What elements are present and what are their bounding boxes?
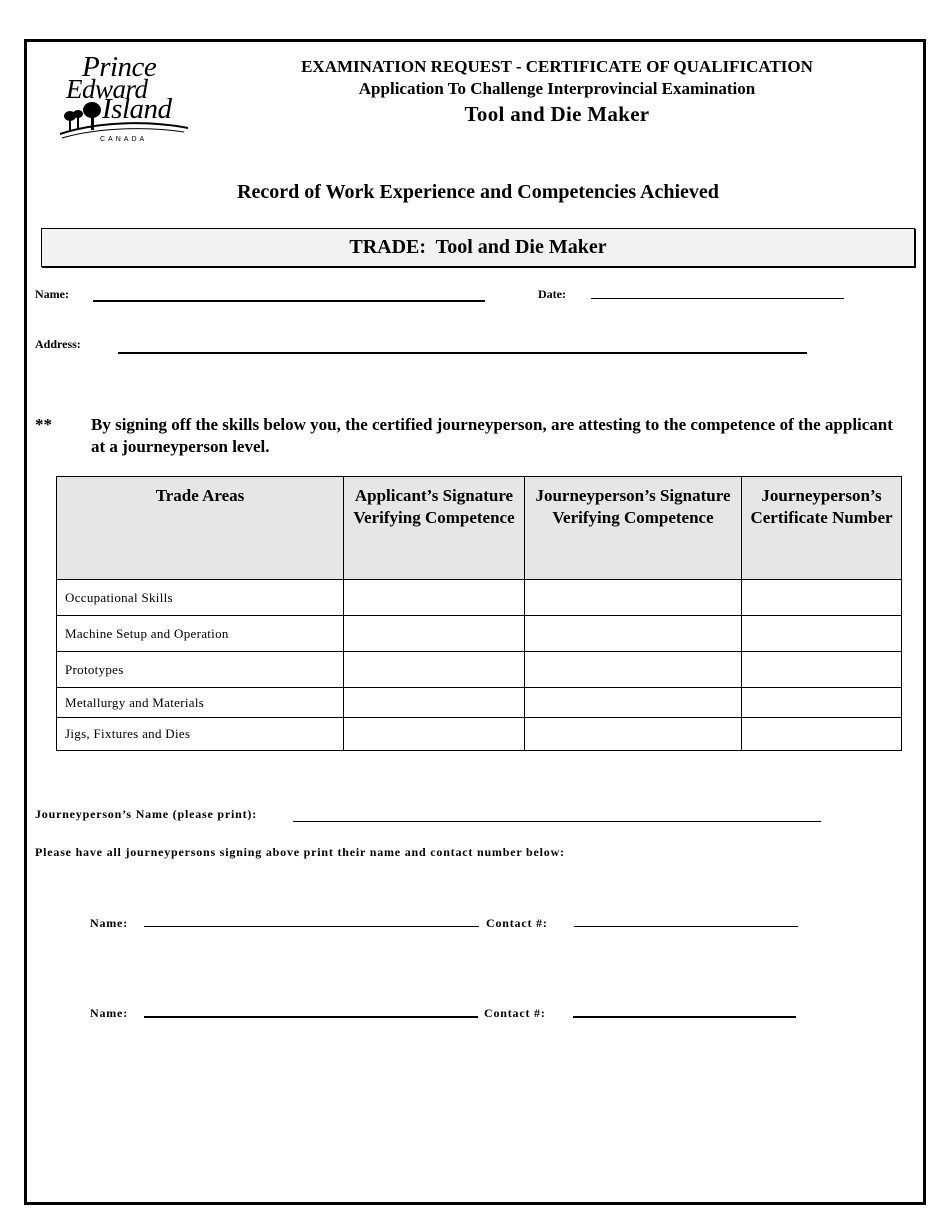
journeyperson-signature-cell[interactable] [525,718,742,751]
logo-word-prince: Prince [82,51,157,83]
journeyperson-instruction: Please have all journeypersons signing above print their name and contact number below: [35,845,565,859]
attestation-marker: ** [35,415,52,434]
contact-number-field[interactable] [573,1016,796,1018]
applicant-signature-cell[interactable] [344,718,525,751]
trade-area-cell: Metallurgy and Materials [57,688,344,718]
attestation-text: By signing off the skills below you, the certified journeyperson, are attesting to the competence of the applicant at a journeyperson level. [91,415,893,456]
date-label: Date: [538,287,566,301]
contact-name-label: Name: [90,916,128,930]
date-field[interactable] [591,298,844,299]
certificate-number-cell[interactable] [742,688,902,718]
journeyperson-signature-cell[interactable] [525,580,742,616]
trade-area-cell: Occupational Skills [57,580,344,616]
address-label: Address: [35,337,81,351]
applicant-signature-cell[interactable] [344,652,525,688]
header-journeyperson-signature: Journeyperson’s Signature Verifying Competence [525,477,742,580]
certificate-number-cell[interactable] [742,580,902,616]
header-trade-areas: Trade Areas [57,477,344,580]
applicant-signature-cell[interactable] [344,580,525,616]
table-row [57,652,902,688]
logo-word-island: Island [102,93,172,125]
logo-word-edward: Edward [66,74,148,104]
contact-number-field[interactable] [574,926,798,927]
address-field[interactable] [118,352,807,354]
contact-name-field[interactable] [144,926,479,927]
header-applicant-signature: Applicant’s Signature Verifying Competence [344,477,525,580]
table-row [57,688,902,718]
form-title: EXAMINATION REQUEST - CERTIFICATE OF QUALIFICATION [301,57,813,76]
applicant-signature-cell[interactable] [344,688,525,718]
journeyperson-signature-cell[interactable] [525,616,742,652]
journeyperson-name-label: Journeyperson’s Name (please print): [35,807,258,821]
name-field[interactable] [93,300,485,302]
trade-title: Tool and Die Maker [464,102,650,126]
pei-logo [56,52,196,150]
logo-word-canada: CANADA [100,136,148,143]
record-title: Record of Work Experience and Competencies Achieved [237,181,719,203]
trade-area-cell: Jigs, Fixtures and Dies [57,718,344,751]
journeyperson-signature-cell[interactable] [525,652,742,688]
competency-table [56,476,902,751]
table-row [57,580,902,616]
contact-number-label: Contact #: [486,916,548,930]
header-certificate-number: Journeyperson’s Certificate Number [742,477,902,580]
contact-name-label: Name: [90,1006,128,1020]
trade-box: TRADE: Tool and Die Maker [41,228,915,267]
certificate-number-cell[interactable] [742,718,902,751]
form-subtitle: Application To Challenge Interprovincial Examination [358,79,756,98]
journeyperson-signature-cell[interactable] [525,688,742,718]
name-label: Name: [35,287,69,301]
contact-number-label: Contact #: [484,1006,546,1020]
journeyperson-name-field[interactable] [293,821,821,822]
table-row [57,718,902,751]
certificate-number-cell[interactable] [742,652,902,688]
certificate-number-cell[interactable] [742,616,902,652]
applicant-signature-cell[interactable] [344,616,525,652]
contact-name-field[interactable] [144,1016,478,1018]
trade-area-cell: Prototypes [57,652,344,688]
table-row [57,616,902,652]
trade-area-cell: Machine Setup and Operation [57,616,344,652]
